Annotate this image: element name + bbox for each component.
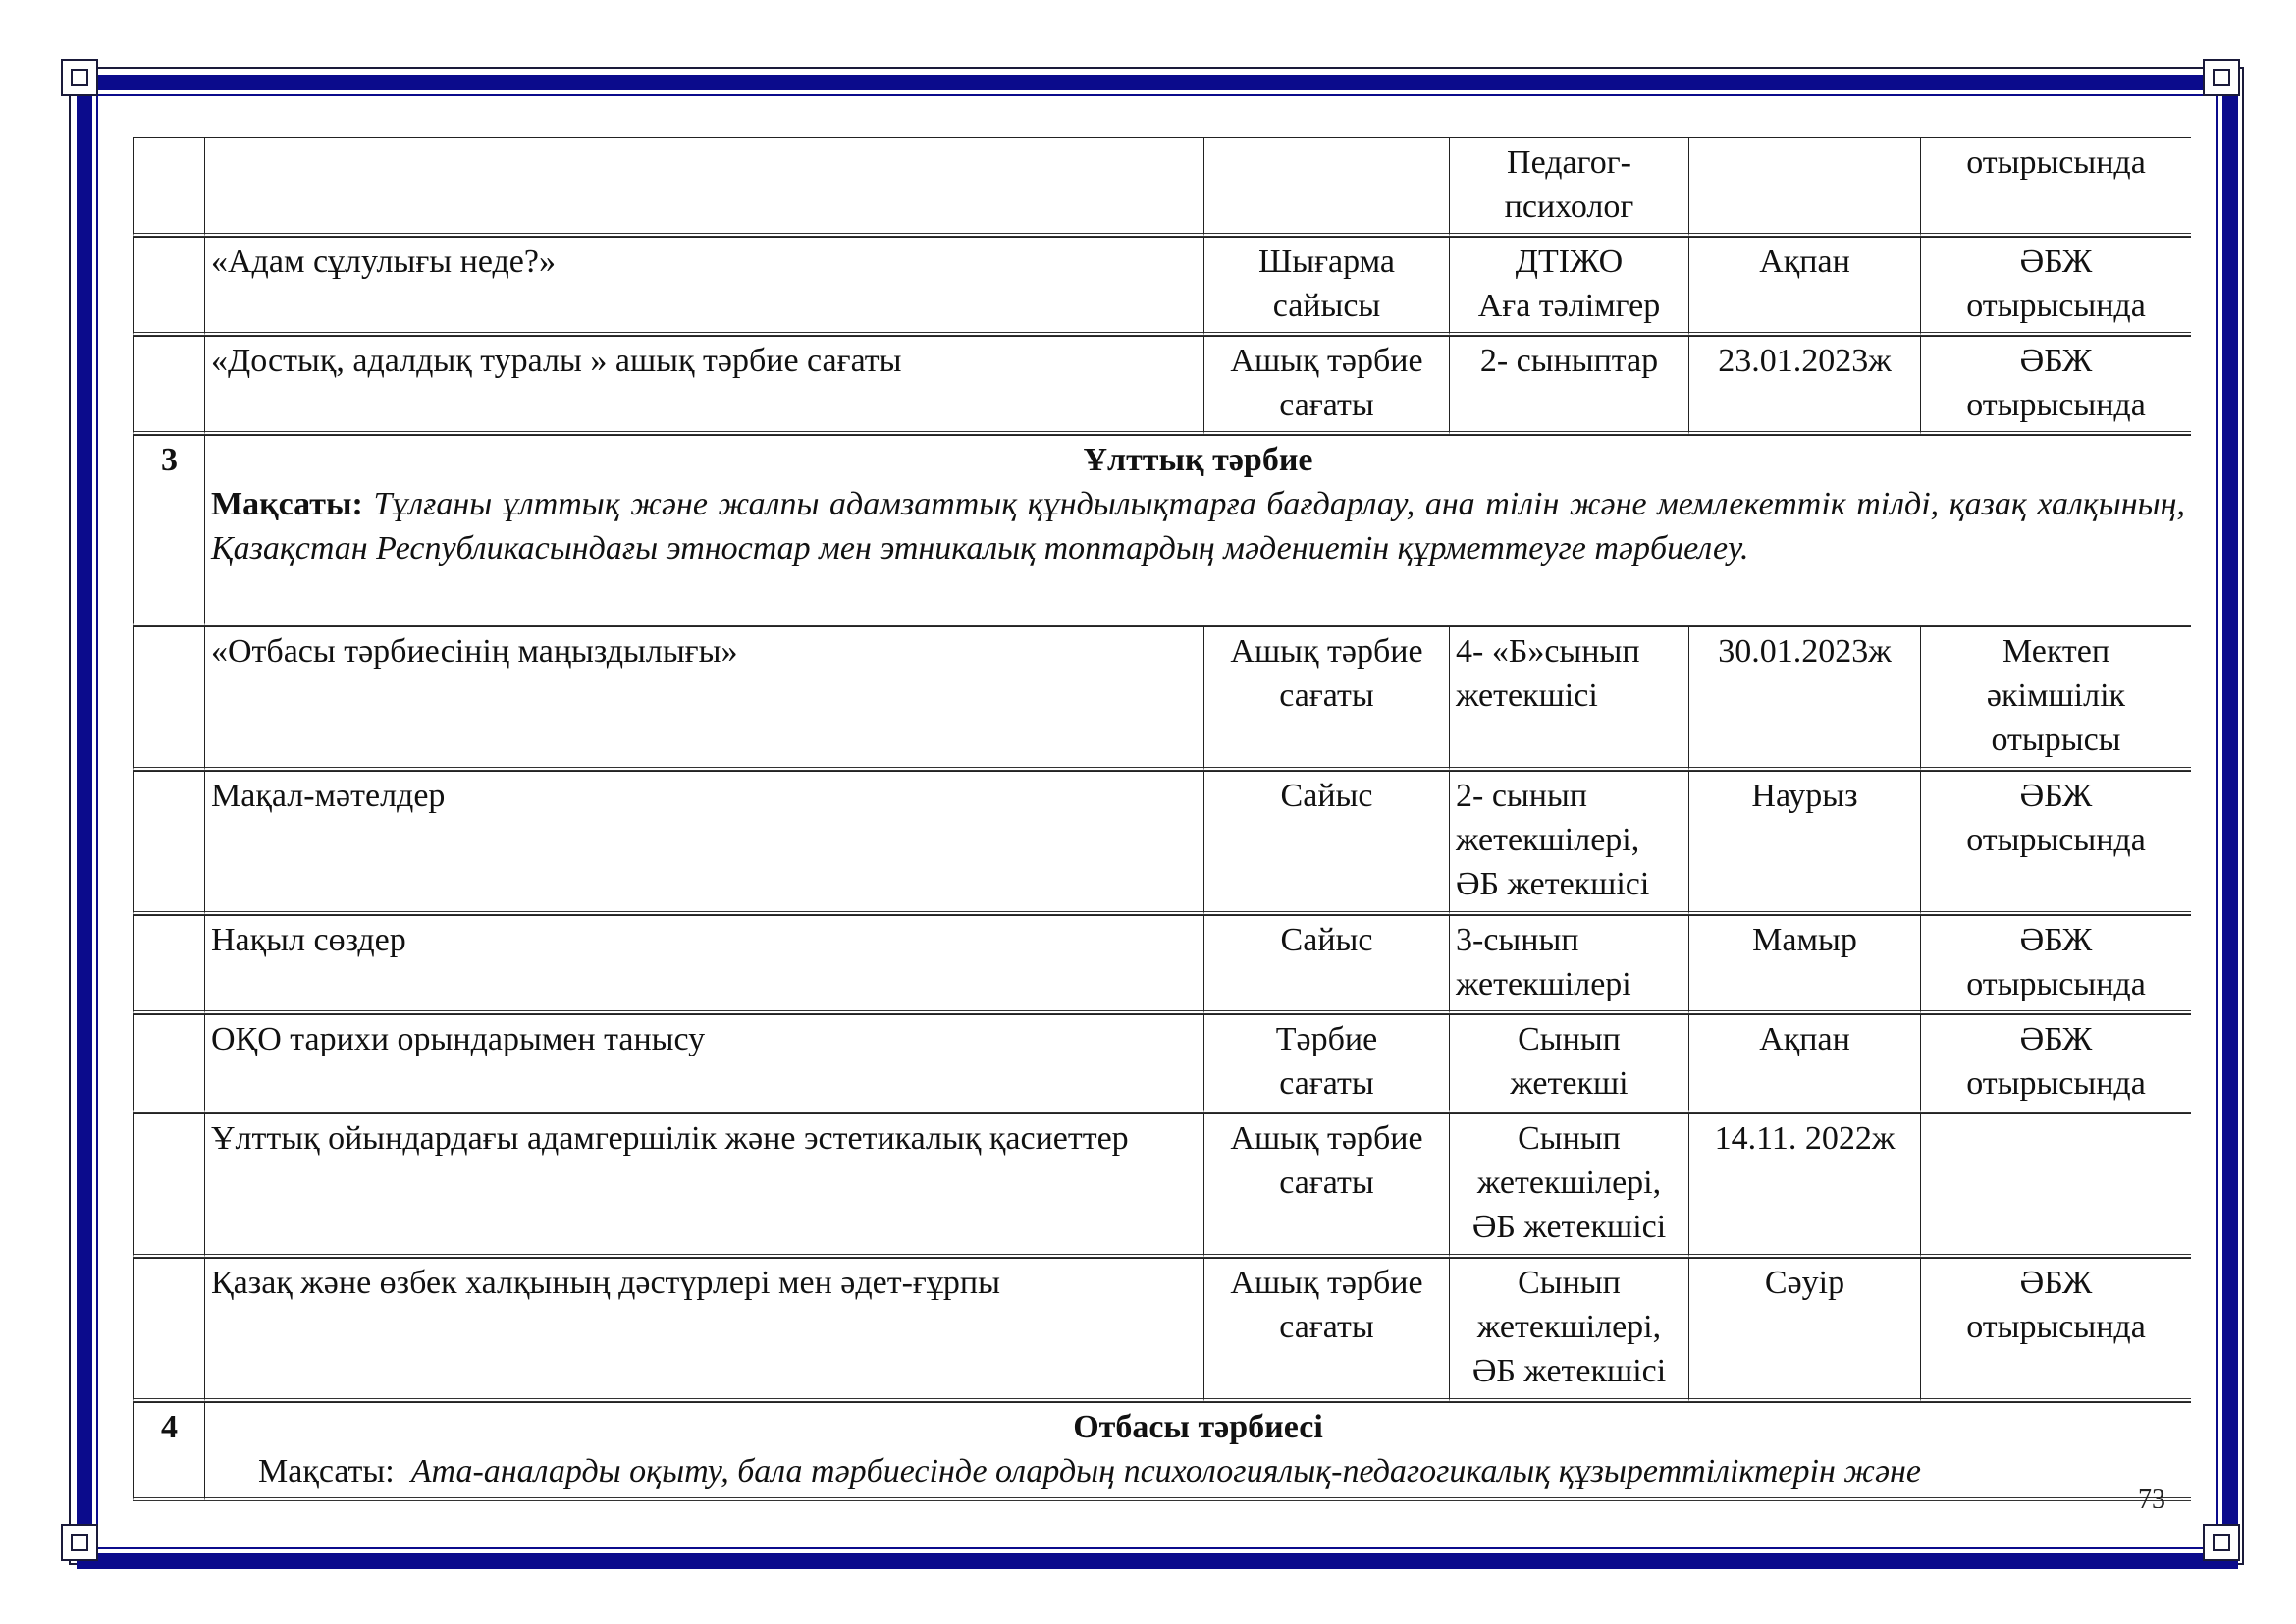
corner-ornament-top-right (2203, 59, 2240, 96)
row-responsible: 4- «Б»сынып жетекшісі (1449, 626, 1688, 771)
row-result: Мектеп әкімшілік отырысы (1920, 626, 2191, 771)
table-body-section-3 (133, 626, 2191, 1402)
section-number: 4 (133, 1402, 204, 1501)
row-number (133, 1258, 204, 1402)
row-date: Мамыр (1688, 915, 1920, 1014)
row-result: ӘБЖ отырысында (1920, 1014, 2191, 1113)
row-event-form: Ашық тәрбие сағаты (1203, 626, 1449, 771)
row-number (133, 915, 204, 1014)
row-number (133, 771, 204, 915)
table-row (133, 915, 2191, 1014)
section-content (204, 435, 2191, 626)
row-event-title: Мақал-мәтелдер (204, 771, 1203, 915)
row-event-title: «Отбасы тәрбиесінің маңыздылығы» (204, 626, 1203, 771)
row-event-title: ОҚО тарихи орындарымен танысу (204, 1014, 1203, 1113)
row-event-form: Сайыс (1203, 915, 1449, 1014)
row-date: Ақпан (1688, 1014, 1920, 1113)
row-result: ӘБЖ отырысында (1920, 1258, 2191, 1402)
row-event-title: «Достық, адалдық туралы » ашық тәрбие сағаты (204, 336, 1203, 435)
row-result: ӘБЖ отырысында (1920, 336, 2191, 435)
table-row (133, 237, 2191, 336)
corner-ornament-bottom-left (61, 1524, 98, 1561)
row-responsible: 2- сынып жетекшілері, ӘБ жетекшісі (1449, 771, 1688, 915)
row-event-title: «Адам сұлулығы неде?» (204, 237, 1203, 336)
section-3 (133, 435, 2191, 626)
row-number (133, 626, 204, 771)
row-event-form: Тәрбие сағаты (1203, 1014, 1449, 1113)
row-event-form: Ашық тәрбие сағаты (1203, 1113, 1449, 1258)
row-date: Наурыз (1688, 771, 1920, 915)
section-header-row (133, 435, 2191, 626)
row-event-form: Сайыс (1203, 771, 1449, 915)
row-result: ӘБЖ отырысында (1920, 771, 2191, 915)
row-event-title (204, 137, 1203, 237)
row-date: Ақпан (1688, 237, 1920, 336)
table-row (133, 626, 2191, 771)
row-result: отырысында (1920, 137, 2191, 237)
row-event-title: Қазақ және өзбек халқының дәстүрлері мен әдет-ғұрпы (204, 1258, 1203, 1402)
row-number (133, 1014, 204, 1113)
row-date: 30.01.2023ж (1688, 626, 1920, 771)
section-content (204, 1402, 2191, 1501)
row-result: ӘБЖ отырысында (1920, 915, 2191, 1014)
row-date (1688, 137, 1920, 237)
table-row (133, 1113, 2191, 1258)
section-goal (211, 482, 2185, 570)
table-row (133, 336, 2191, 435)
row-responsible: 2- сыныптар (1449, 336, 1688, 435)
corner-ornament-bottom-right (2203, 1524, 2240, 1561)
section-title: Отбасы тәрбиесі (1073, 1409, 1323, 1445)
row-event-title: Нақыл сөздер (204, 915, 1203, 1014)
row-responsible: Сынып жетекшілері, ӘБ жетекшісі (1449, 1113, 1688, 1258)
section-4 (133, 1402, 2191, 1501)
row-result (1920, 1113, 2191, 1258)
corner-ornament-top-left (61, 59, 98, 96)
row-number (133, 237, 204, 336)
table-row (133, 771, 2191, 915)
row-responsible: 3-сынып жетекшілері (1449, 915, 1688, 1014)
row-event-form: Ашық тәрбие сағаты (1203, 336, 1449, 435)
table-row (133, 1258, 2191, 1402)
plan-table (133, 137, 2191, 1501)
goal-label: Мақсаты: (211, 486, 363, 522)
row-number (133, 137, 204, 237)
row-responsible: Сынып жетекшілері, ӘБ жетекшісі (1449, 1258, 1688, 1402)
section-title: Ұлттық тәрбие (1083, 442, 1313, 478)
page-number: 73 (2138, 1485, 2165, 1508)
row-responsible: Педагог- психолог (1449, 137, 1688, 237)
section-header-row (133, 1402, 2191, 1501)
table-row (133, 137, 2191, 237)
table-row (133, 1014, 2191, 1113)
row-responsible: ДТІЖО Аға тәлімгер (1449, 237, 1688, 336)
goal-text: Ата-аналарды оқыту, бала тәрбиесінде олардың психологиялық-педагогикалық құзыреттіліктерін және (410, 1453, 1921, 1489)
row-date: Сәуір (1688, 1258, 1920, 1402)
table-body-top (133, 137, 2191, 435)
row-number (133, 336, 204, 435)
row-event-title: Ұлттық ойындардағы адамгершілік және эстетикалық қасиеттер (204, 1113, 1203, 1258)
row-date: 23.01.2023ж (1688, 336, 1920, 435)
row-number (133, 1113, 204, 1258)
section-number: 3 (133, 435, 204, 626)
row-event-form: Ашық тәрбие сағаты (1203, 1258, 1449, 1402)
row-event-form: Шығарма сайысы (1203, 237, 1449, 336)
section-goal (211, 1449, 2185, 1493)
row-event-form (1203, 137, 1449, 237)
row-date: 14.11. 2022ж (1688, 1113, 1920, 1258)
goal-text: Тұлғаны ұлттық және жалпы адамзаттық құндылықтарға бағдарлау, ана тілін және мемлекеттік тілді, қазақ халқының, Қазақстан Республикасындағы этностар мен этникалық топтардың мәдениетін құрметтеуге тәрбиелеу. (211, 486, 2185, 567)
row-result: ӘБЖ отырысында (1920, 237, 2191, 336)
goal-label: Мақсаты: (258, 1453, 395, 1489)
row-responsible: Сынып жетекші (1449, 1014, 1688, 1113)
